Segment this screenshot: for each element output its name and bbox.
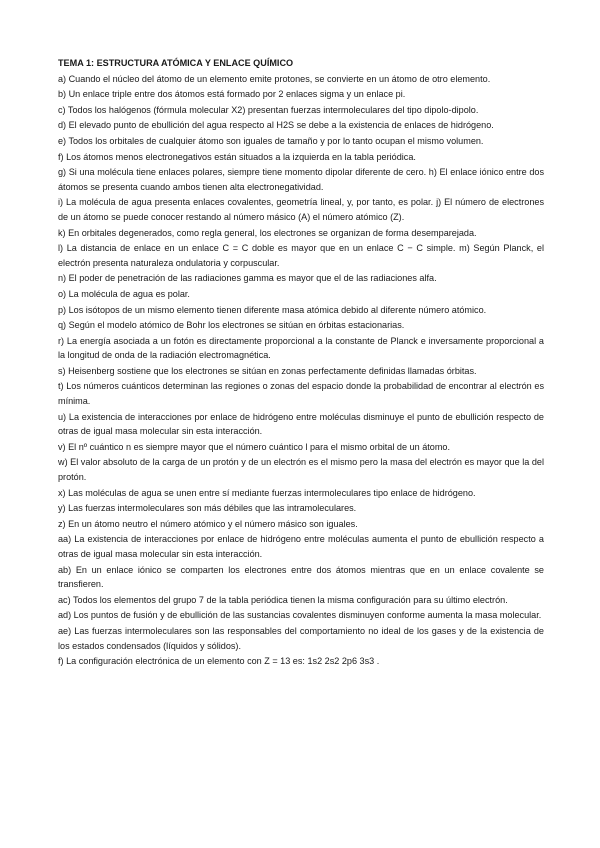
statement-u: u) La existencia de interacciones por enlace de hidrógeno entre moléculas disminuye el punto de ebullición respecto de otras de igual masa molecular sin esta interacción. — [58, 411, 544, 437]
statement-g-h: g) Si una molécula tiene enlaces polares, siempre tiene momento dipolar diferente de cero. h) El enlace iónico entre dos átomos se presenta cuando ambos tienen alta electronegatividad. — [58, 167, 544, 192]
statement-ac: ac) Todos los elementos del grupo 7 de la tabla periódica tienen la misma configuración para su último electrón. — [58, 594, 508, 605]
statement-n: n) El poder de penetración de las radiaciones gamma es mayor que el de las radiaciones alfa. — [58, 273, 437, 284]
statement-p: p) Los isótopos de un mismo elemento tienen diferente masa atómica debido al diferente número atómico. — [58, 304, 487, 315]
statement-a: a) Cuando el núcleo del átomo de un elemento emite protones, se convierte en un átomo de otro elemento. — [58, 73, 491, 84]
statement-z: z) En un átomo neutro el número atómico y el número másico son iguales. — [58, 518, 358, 529]
statement-d: d) El elevado punto de ebullición del agua respecto al H2S se debe a la existencia de enlaces de hidrógeno. — [58, 120, 494, 131]
statement-ad: ad) Los puntos de fusión y de ebullición de las sustancias covalentes disminuyen conforme aumenta la masa molecular. — [58, 610, 542, 621]
statement-f-configuration: f) La configuración electrónica de un elemento con Z = 13 es: 1s2 2s2 2p6 3s3 . — [58, 656, 380, 667]
statement-w: w) El valor absoluto de la carga de un protón y de un electrón es el mismo pero la masa del electrón es mayor que la del protón. — [58, 457, 544, 483]
statement-l-m: l) La distancia de enlace en un enlace C = C doble es mayor que en un enlace C − C simple. m) Según Planck, el electrón presenta naturaleza ondulatoria y corpuscular. — [58, 243, 544, 268]
statement-x: x) Las moléculas de agua se unen entre sí mediante fuerzas intermoleculares tipo enlace de hidrógeno. — [58, 487, 476, 498]
statement-o: o) La molécula de agua es polar. — [58, 288, 190, 299]
statement-q: q) Según el modelo atómico de Bohr los electrones se sitúan en órbitas estacionarias. — [58, 320, 405, 331]
statement-k: k) En orbitales degenerados, como regla general, los electrones se organizan de forma desemparejada. — [58, 227, 477, 238]
document-page — [58, 56, 544, 670]
statement-y: y) Las fuerzas intermoleculares son más débiles que las intramoleculares. — [58, 503, 357, 514]
statement-i-j: i) La molécula de agua presenta enlaces covalentes, geometría lineal, y, por tanto, es polar. j) El número de electrones de un átomo se puede conocer restando al número másico (A) el número atómico (Z). — [58, 197, 544, 222]
statement-ae: ae) Las fuerzas intermoleculares son las responsables del comportamiento no ideal de los gases y de la existencia de los estados condensados (líquidos y sólidos). — [58, 625, 544, 651]
statement-e: e) Todos los orbitales de cualquier átomo son iguales de tamaño y por lo tanto ocupan el mismo volumen. — [58, 135, 484, 146]
statement-r: r) La energía asociada a un fotón es directamente proporcional a la constante de Planck e inversamente proporcional a la longitud de onda de la radiación electromagnética. — [58, 335, 544, 361]
statement-aa: aa) La existencia de interacciones por enlace de hidrógeno entre moléculas aumenta el punto de ebullición respecto a otras de igual masa molecular sin esta interacción. — [58, 534, 544, 559]
statement-v: v) El nº cuántico n es siempre mayor que el número cuántico l para el mismo orbital de un átomo. — [58, 441, 451, 452]
document-title: TEMA 1: ESTRUCTURA ATÓMICA Y ENLACE QUÍMICO — [58, 58, 294, 68]
statement-b: b) Un enlace triple entre dos átomos está formado por 2 enlaces sigma y un enlace pi. — [58, 89, 406, 100]
statement-s: s) Heisenberg sostiene que los electrones se sitúan en zonas perfectamente definidas llamadas órbitas. — [58, 365, 477, 376]
statement-t: t) Los números cuánticos determinan las regiones o zonas del espacio donde la probabilidad de encontrar al electrón es mínima. — [58, 381, 544, 407]
statement-ab: ab) En un enlace iónico se comparten los electrones entre dos átomos mientras que en un enlace covalente se transfieren. — [58, 564, 544, 590]
statement-c: c) Todos los halógenos (fórmula molecular X2) presentan fuerzas intermoleculares del tipo dipolo-dipolo. — [58, 104, 479, 115]
statement-f: f) Los átomos menos electronegativos están situados a la izquierda en la tabla periódica. — [58, 151, 416, 162]
